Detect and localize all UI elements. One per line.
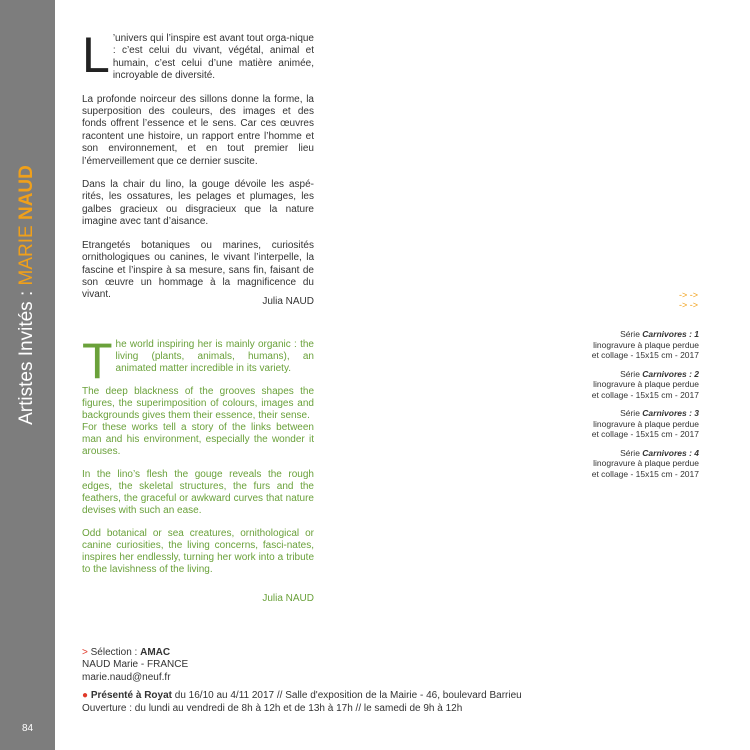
caption-title: Carnivores : 2	[642, 368, 699, 379]
english-paragraph-4: Odd botanical or sea creatures, ornithological or canine curiosities, the living concerns, fasci-nates, inspires her endlessly, turning her work into a tribute to the lavishness of the living.	[82, 528, 314, 575]
bullet-icon: ●	[82, 690, 89, 702]
french-signature: Julia NAUD	[262, 296, 314, 307]
english-paragraph-3: In the lino’s flesh the gouge reveals the rough edges, the skeletal structures, the furs and the feathers, the graceful or awkward curves that nature devises with such an ease.	[82, 469, 314, 516]
selection-value: AMAC	[140, 647, 171, 658]
exhibition-info	[82, 647, 522, 715]
french-text	[82, 27, 314, 313]
sidebar	[0, 0, 55, 750]
vertical-section-title	[16, 165, 38, 425]
artwork-captions	[560, 329, 699, 487]
category-label: Artistes Invités :	[16, 290, 37, 425]
english-paragraph-1: The world inspiring her is mainly organic : the living (plants, animals, humans), an animated matter incredible in its variety.	[82, 333, 314, 389]
arrow-line: -> ->	[678, 290, 698, 300]
selection-line: > Sélection : AMAC	[82, 647, 171, 658]
caption-item: Série Carnivores : 2 linogravure à plaque perdue et collage - 15x15 cm - 2017	[591, 368, 699, 400]
caption-item: Série Carnivores : 3 linogravure à plaque perdue et collage - 15x15 cm - 2017	[591, 408, 699, 439]
artist-name-country: NAUD Marie - FRANCE	[82, 659, 189, 671]
artist-email: marie.naud@neuf.fr	[82, 671, 171, 683]
arrow-line: -> ->	[678, 300, 698, 310]
caption-title: Carnivores : 3	[642, 408, 699, 418]
presented-label: Présenté à Royat	[90, 690, 172, 702]
page-number: 84	[21, 723, 34, 734]
caption-item: Série Carnivores : 4 linogravure à plaque perdue et collage - 15x15 cm - 2017	[591, 447, 699, 479]
arrows-marker	[600, 290, 698, 310]
opening-hours: Ouverture : du lundi au vendredi de 8h à 12h et de 13h à 17h // le samedi de 9h à 12h	[82, 702, 463, 714]
chevron-right-icon: >	[82, 647, 88, 658]
english-paragraph-2b: For these works tell a story of the links between man and his environment, especially the wonder it arouses.	[82, 422, 314, 457]
artist-first-name: MARIE	[16, 225, 37, 286]
french-paragraph-2: La profonde noirceur des sillons donne la forme, la superposition des couleurs, des images et des fonds offrent l’essence et le sens. Car ces œuvres racontent une histoire, un rapport entre l’homme et son environnement, et en tout premier lieu l’émerveillement que ce dernier suscite.	[82, 93, 314, 167]
english-dropcap: T	[82, 333, 113, 389]
caption-title: Carnivores : 1	[642, 329, 699, 339]
english-paragraph-2: The deep blackness of the grooves shapes the figures, the superimposition of colours, images and backgrounds gives them their essence, their sense.	[82, 386, 314, 421]
caption-item: Série Carnivores : 1 linogravure à plaque perdue et collage - 15x15 cm - 2017	[591, 329, 699, 360]
french-paragraph-4: Etrangetés botaniques ou marines, curiosités ornithologiques ou canines, le vivant l’interpelle, la fascine et l’inspire à sa mesure, sans fin, faisant de son œuvre un hommage à la magnificence du vivant.	[82, 239, 314, 301]
french-paragraph-3: Dans la chair du lino, la gouge dévoile les aspé-rités, les ossatures, les pelages et plumages, les galbes gracieux ou disgracieux que la nature imagine avec tant d’aisance.	[82, 179, 314, 228]
french-dropcap: L	[82, 27, 110, 83]
caption-title: Carnivores : 4	[642, 447, 699, 458]
english-text	[82, 333, 314, 604]
artist-last-name: NAUD	[16, 165, 37, 221]
french-paragraph-1: L ’univers qui l’inspire est avant tout orga-nique : c’est celui du vivant, végétal, animal et humain, c’est celui d’une matière animée, incroyable de diversité.	[82, 27, 314, 83]
english-signature: Julia NAUD	[262, 593, 314, 604]
presented-line: ● Présenté à Royat du 16/10 au 4/11 2017 // Salle d'exposition de la Mairie - 46, boulevard Barrieu	[82, 690, 522, 702]
